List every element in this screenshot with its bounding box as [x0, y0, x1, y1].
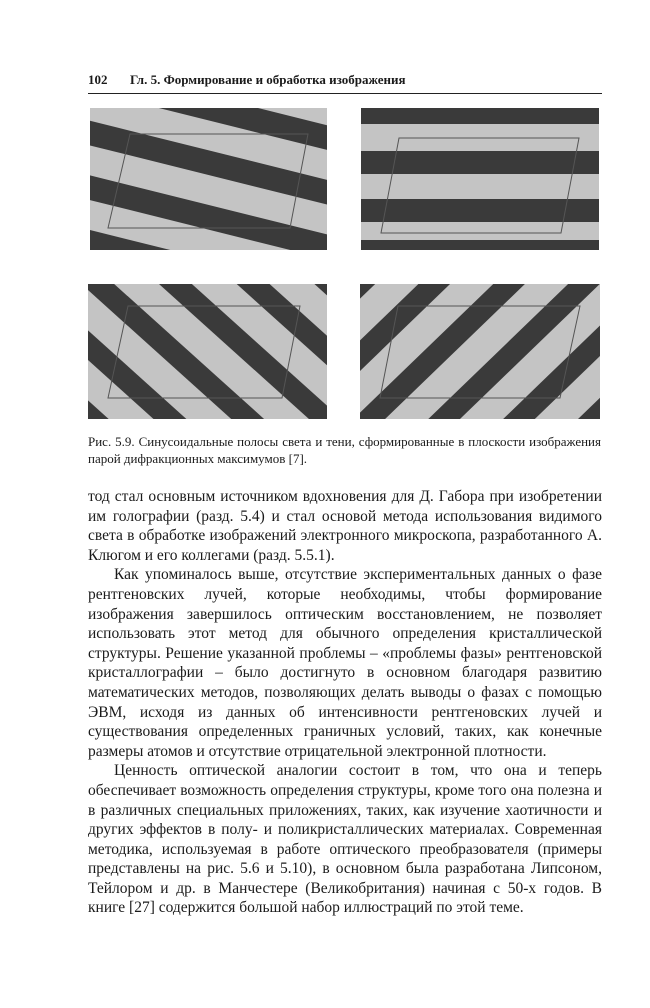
figure-panel-top-left	[90, 108, 327, 250]
body-text	[88, 487, 602, 918]
running-header	[88, 72, 600, 90]
page-number: 102	[88, 72, 108, 87]
running-title: Гл. 5. Формирование и обработка изображения	[130, 72, 406, 87]
paragraph: Как упоминалось выше, отсутствие экспериментальных данных о фазе рентгеновских лучей, которые необходимы, чтобы формирование изображения завершилось оптическим восстановлением, не позволяет использовать этот метод для обычного определения кристаллической структуры. Решение указанной проблемы – «проблемы фазы» рентгеновской кристаллографии – было достигнуто в основном благодаря развитию математических методов, позволяющих делать выводы о фазах с помощью ЭВМ, исходя из данных об интенсивности рентгеновских лучей и существования определенных граничных условий, таких, как конечные размеры атомов и отсутствие отрицательной электронной плотности.	[88, 566, 602, 760]
figure-caption: Рис. 5.9. Синусоидальные полосы света и тени, сформированные в плоскости изображения парой дифракционных максимумов [7].	[88, 434, 601, 466]
paragraph: тод стал основным источником вдохновения для Д. Габора при изобретении им голографии (разд. 5.4) и стал основой метода использования видимого света в обработке изображений электронного микроскопа, разработанного А. Клюгом и его коллегами (разд. 5.5.1).	[88, 488, 602, 564]
figure-panel-bottom-right	[360, 284, 600, 419]
figure-panel-bottom-left	[88, 284, 327, 419]
header-rule	[88, 93, 602, 94]
paragraph: Ценность оптической аналогии состоит в том, что она и теперь обеспечивает возможность определения структуры, кроме того она полезна и в различных специальных приложениях, таких, как изучение хаотичности и других эффектов в полу- и поликристаллических материалах. Современная методика, используемая в работе оптического преобразователя (примеры представлены на рис. 5.6 и 5.10), в основном была разработана Липсоном, Тейлором и др. в Манчестере (Великобритания) начиная с 50-х годов. В книге [27] содержится большой набор иллюстраций по этой теме.	[88, 762, 602, 917]
figure-panel-top-right	[361, 108, 599, 250]
